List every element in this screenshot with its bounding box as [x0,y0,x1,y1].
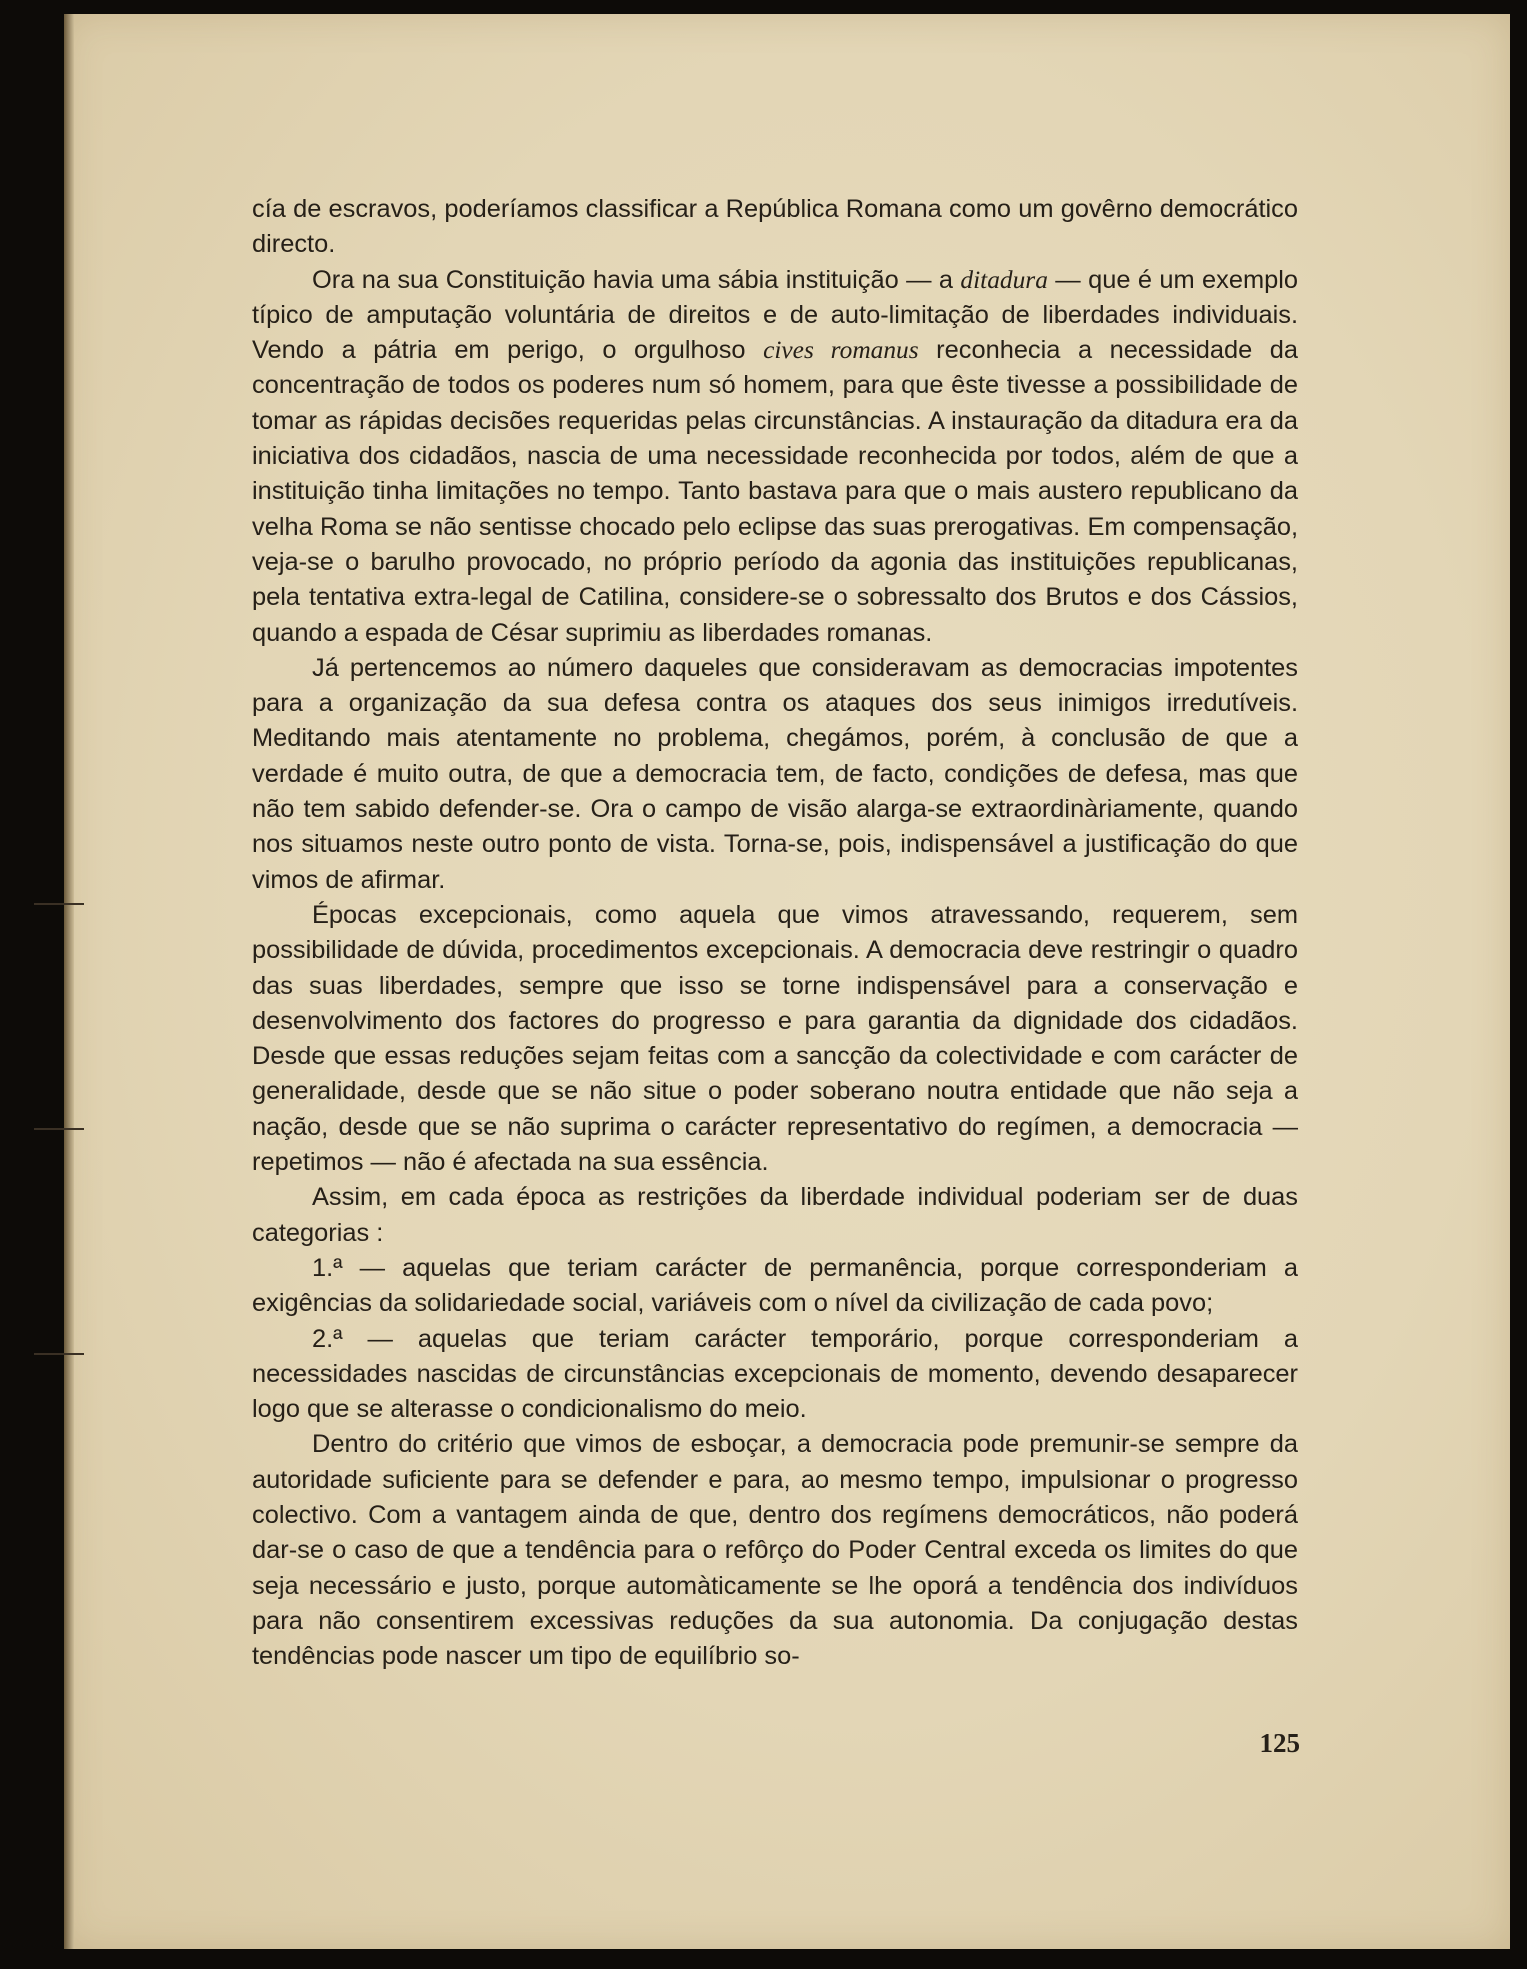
text-run: Ora na sua Constituição havia uma sábia instituição — a [312,265,961,294]
paragraph: Épocas excepcionais, como aquela que vimos atravessando, requerem, sem possibilidade de dúvida, procedimentos excepcionais. A democracia deve restringir o quadro das suas liberdades, sempre que isso se torne indispensável para a conservação e desenvolvimento dos factores do progresso e para garantia da dignidade dos cidadãos. Desde que essas reduções sejam feitas com a sancção da colectividade e com carácter de generalidade, desde que se não situe o poder soberano noutra entidade que não seja a nação, desde que se não suprima o carácter representativo do regímen, a democracia — repetimos — não é afectada na sua essência. [252,900,1298,1177]
paragraph: Dentro do critério que vimos de esboçar, a democracia pode premunir-se sempre da autoridade suficiente para se defender e para, ao mesmo tempo, impulsionar o progresso colectivo. Com a vantagem ainda de que, dentro dos regímens democráticos, não poderá dar-se o caso de que a tendência para o refôrço do Poder Central exceda os limites do que seja necessário e justo, porque automàticamente se lhe oporá a tendência dos indivíduos para não consentirem excessivas reduções da sua autonomia. Da conjugação destas tendências pode nascer um tipo de equilíbrio so- [252,1430,1298,1671]
list-item: 1.ª — aquelas que teriam carácter de permanência, porque corresponderiam a exigências da solidariedade social, variáveis com o nível da civilização de cada povo; [252,1253,1298,1318]
binding-mark [34,1128,84,1130]
paragraph: cía de escravos, poderíamos classificar a República Romana como um govêrno democrático directo. [252,195,1298,259]
paragraph: Assim, em cada época as restrições da liberdade individual poderiam ser de duas categorias : [252,1183,1298,1247]
italic-term: cives romanus [763,336,919,365]
body-text [252,192,1298,1674]
paragraph: Já pertencemos ao número daqueles que consideravam as democracias impotentes para a organização da sua defesa contra os ataques dos seus inimigos irredutíveis. Meditando mais atentamente no problema, chegámos, porém, à conclusão de que a verdade é muito outra, de que a democracia tem, de facto, condições de defesa, mas que não tem sabido defender-se. Ora o campo de visão alarga-se extraordinàriamente, quando nos situamos neste outro ponto de vista. Torna-se, pois, indispensável a justificação do que vimos de afirmar. [252,653,1298,894]
page-number: 125 [1259,1728,1300,1758]
binding-mark [34,1353,84,1355]
text-run: reconhecia a necessidade da concentração de todos os poderes num só homem, para que êste tivesse a possibilidade de tomar as rápidas decisões requeridas pelas circunstâncias. A instauração da ditadura era da iniciativa dos cidadãos, nascia de uma necessidade reconhecida por todos, além de que a instituição tinha limitações no tempo. Tanto bastava para que o mais austero republicano da velha Roma se não sentisse chocado pelo eclipse das suas prerogativas. Em compensação, veja-se o barulho provocado, no próprio período da agonia das instituições republicanas, pela tentativa extra-legal de Catilina, considere-se o sobressalto dos Brutos e dos Cássios, quando a espada de César suprimiu as liberdades romanas. [252,336,1298,647]
binding-mark [34,903,84,905]
page-spine-shadow [64,14,74,1949]
text-run: — que é um exemplo típico de amputação voluntária de direitos e de auto-limitação de liberdades individuais. Vendo a pátria em perigo, o orgulhoso [252,265,1298,365]
list-item: 2.ª — aquelas que teriam carácter temporário, porque corresponderiam a necessidades nascidas de circunstâncias excepcionais de momento, devendo desaparecer logo que se alterasse o condicionalismo do meio. [252,1324,1298,1424]
paragraph [252,263,1298,651]
italic-term: ditadura [960,265,1048,294]
